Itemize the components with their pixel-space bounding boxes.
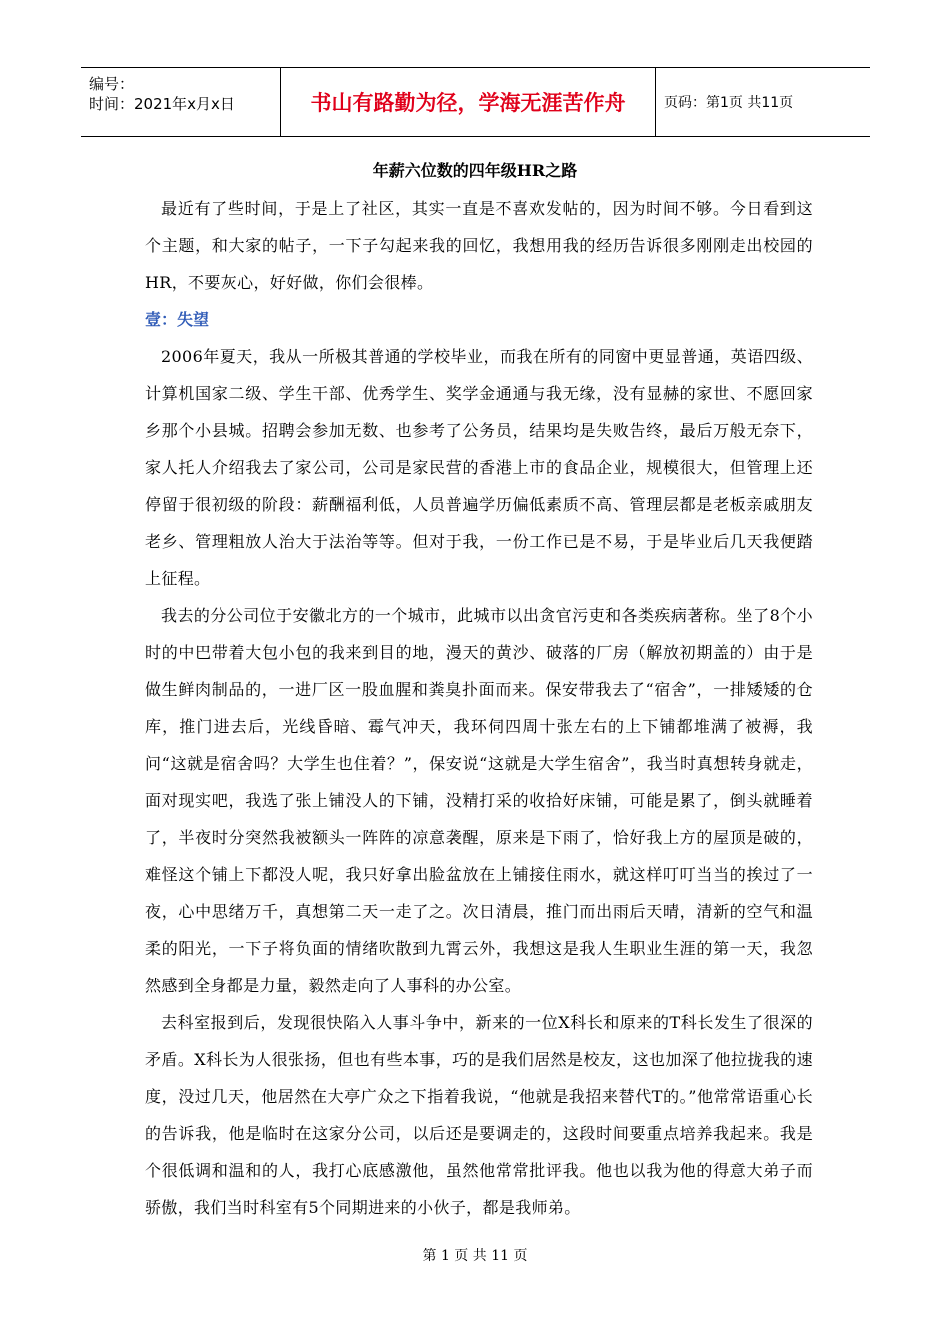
body-paragraph: 我去的分公司位于安徽北方的一个城市，此城市以出贪官污吏和各类疾病著称。坐了8个小时的中巴带着大包小包的我来到目的地，漫天的黄沙、破落的厂房（解放初期盖的）由于是做生鲜肉制品的，一进厂区一股血腥和粪臭扑面而来。保安带我去了“宿舍”，一排矮矮的仓库，推门进去后，光线昏暗、霉气冲天，我环伺四周十张左右的上下铺都堆满了被褥，我问“这就是宿舍吗？大学生也住着？”，保安说“这就是大学生宿舍”，我当时真想转身就走，面对现实吧，我选了张上铺没人的下铺，没精打采的收拾好床铺，可能是累了，倒头就睡着了，半夜时分突然我被额头一阵阵的凉意袭醒，原来是下雨了，恰好我上方的屋顶是破的，难怪这个铺上下都没人呢，我只好拿出脸盆放在上铺接住雨水，就这样叮叮当当的挨过了一夜，心中思绪万千，真想第二天一走了之。次日清晨，推门而出雨后天晴，清新的空气和温柔的阳光，一下子将负面的情绪吹散到九霄云外，我想这是我人生职业生涯的第一天，我忽然感到全身都是力量，毅然走向了人事科的办公室。 bbox=[145, 606, 813, 995]
motto: 书山有路勤为径，学海无涯苦作舟 bbox=[281, 68, 656, 136]
intro-paragraph: 最近有了些时间，于是上了社区，其实一直是不喜欢发帖的，因为时间不够。今日看到这个主题，和大家的帖子，一下子勾起来我的回忆，我想用我的经历告诉很多刚刚走出校园的HR，不要灰心，好好做，你们会很棒。 bbox=[145, 199, 813, 292]
number-label: 编号： bbox=[89, 75, 135, 93]
document-header bbox=[81, 67, 870, 137]
time-label: 时间：2021年x月x日 bbox=[89, 95, 235, 113]
page-info: 页码：第1页 共11页 bbox=[664, 95, 794, 111]
section-heading: 壹：失望 bbox=[145, 310, 210, 329]
document-title: 年薪六位数的四年级HR之路 bbox=[372, 161, 578, 180]
page-footer: 第 1 页 共 11 页 bbox=[422, 1248, 528, 1264]
document-body bbox=[145, 190, 813, 1226]
header-meta bbox=[81, 68, 281, 136]
body-paragraph: 去科室报到后，发现很快陷入人事斗争中，新来的一位X科长和原来的T科长发生了很深的矛盾。X科长为人很张扬，但也有些本事，巧的是我们居然是校友，这也加深了他拉拢我的速度，没过几天，他居然在大亭广众之下指着我说，“他就是我招来替代T的。”他常常语重心长的告诉我，他是临时在这家分公司，以后还是要调走的，这段时间要重点培养我起来。我是个很低调和温和的人，我打心底感激他，虽然他常常批评我。他也以我为他的得意大弟子而骄傲，我们当时科室有5个同期进来的小伙子，都是我师弟。 bbox=[145, 1013, 813, 1217]
body-paragraph: 2006年夏天，我从一所极其普通的学校毕业，而我在所有的同窗中更显普通，英语四级、计算机国家二级、学生干部、优秀学生、奖学金通通与我无缘，没有显赫的家世、不愿回家乡那个小县城。招聘会参加无数、也参考了公务员，结果均是失败告终，最后万般无奈下，家人托人介绍我去了家公司，公司是家民营的香港上市的食品企业，规模很大，但管理上还停留于很初级的阶段：薪酬福利低，人员普遍学历偏低素质不高、管理层都是老板亲戚朋友老乡、管理粗放人治大于法治等等。但对于我，一份工作已是不易，于是毕业后几天我便踏上征程。 bbox=[145, 347, 813, 588]
